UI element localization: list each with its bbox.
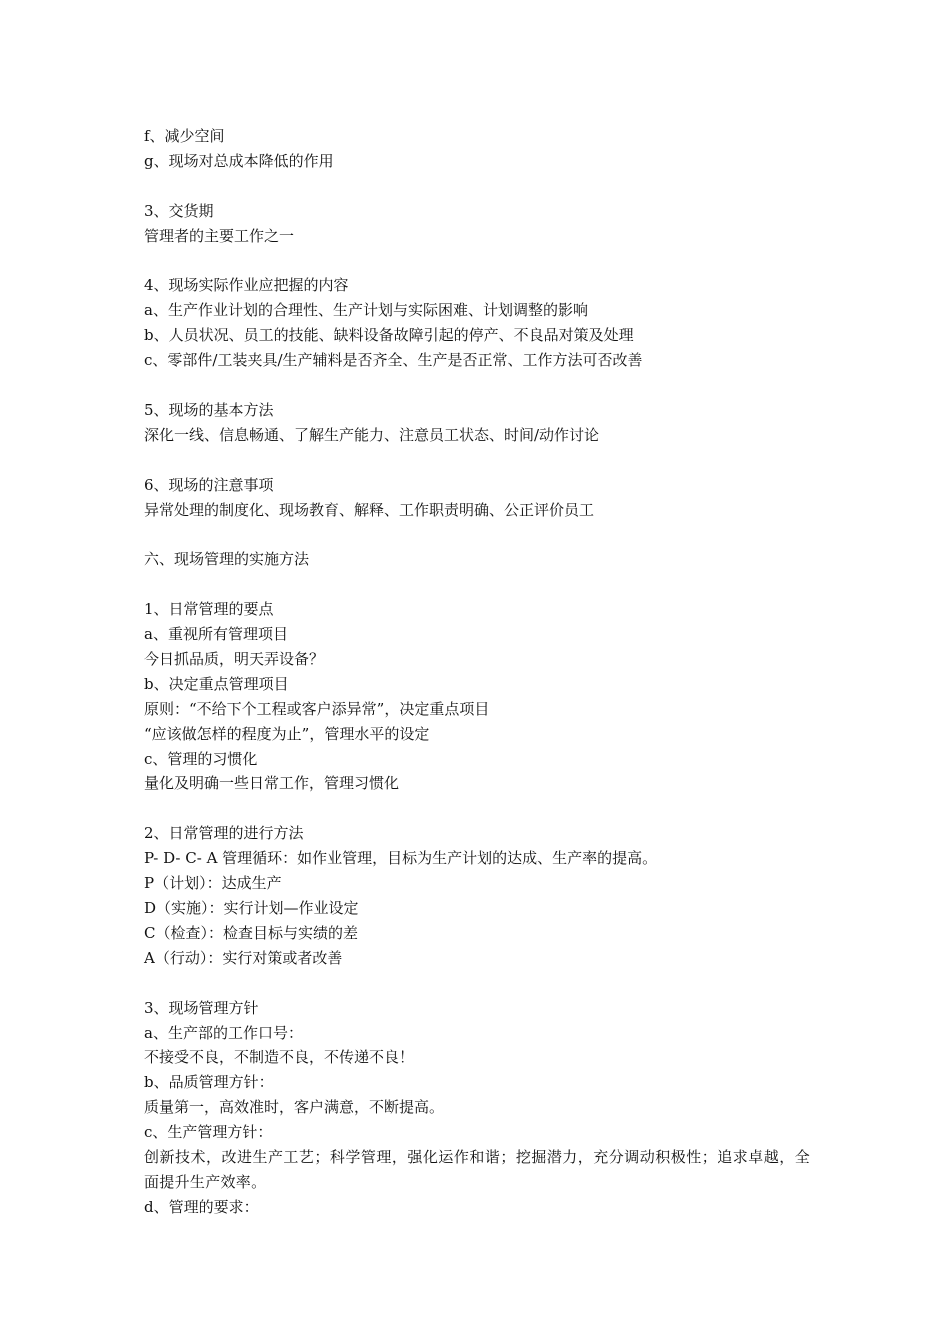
blank-line <box>144 796 810 821</box>
text-line: 深化一线、信息畅通、了解生产能力、注意员工状态、时间/动作讨论 <box>144 425 600 444</box>
section-heading: 3、现场管理方针 <box>144 998 259 1017</box>
text-line: 量化及明确一些日常工作，管理习惯化 <box>144 774 400 793</box>
text-line: P（计划）：达成生产 <box>144 874 282 893</box>
text-line: “应该做怎样的程度为止”，管理水平的设定 <box>144 724 430 743</box>
blank-line <box>144 522 810 547</box>
blank-line <box>144 373 810 398</box>
text-line: b、品质管理方针： <box>144 1073 274 1092</box>
section-heading: 2、日常管理的进行方法 <box>144 824 304 843</box>
text-line: 今日抓品质，明天弄设备？ <box>144 649 325 668</box>
blank-line <box>144 249 810 274</box>
text-line: C（检查）：检查目标与实绩的差 <box>144 923 358 942</box>
text-line: f、减少空间 <box>144 127 225 145</box>
document-body <box>144 124 810 1220</box>
text-line: a、生产作业计划的合理性、生产计划与实际困难、计划调整的影响 <box>144 301 588 320</box>
blank-line <box>144 174 810 199</box>
text-line: 质量第一，高效准时，客户满意，不断提高。 <box>144 1098 445 1117</box>
blank-line <box>144 572 810 597</box>
text-paragraph: 创新技术，改进生产工艺；科学管理，强化运作和谐；挖掘潜力，充分调动积极性；追求卓越，全面提升生产效率。 <box>144 1148 810 1191</box>
text-line: A（行动）：实行对策或者改善 <box>144 948 343 967</box>
text-line: c、零部件/工装夹具/生产辅料是否齐全、生产是否正常、工作方法可否改善 <box>144 351 643 370</box>
text-line: a、生产部的工作口号： <box>144 1023 303 1042</box>
text-line: 不接受不良，不制造不良，不传递不良！ <box>144 1048 415 1067</box>
blank-line <box>144 448 810 473</box>
text-line: a、重视所有管理项目 <box>144 625 288 644</box>
section-heading: 5、现场的基本方法 <box>144 400 274 419</box>
section-heading: 1、日常管理的要点 <box>144 600 274 619</box>
text-line: b、决定重点管理项目 <box>144 674 289 693</box>
text-line: g、现场对总成本降低的作用 <box>144 151 334 170</box>
text-line: b、人员状况、员工的技能、缺料设备故障引起的停产、不良品对策及处理 <box>144 326 634 345</box>
section-heading: 6、现场的注意事项 <box>144 475 274 494</box>
section-heading: 4、现场实际作业应把握的内容 <box>144 276 349 295</box>
text-line: 异常处理的制度化、现场教育、解释、工作职责明确、公正评价员工 <box>144 500 595 519</box>
text-line: c、管理的习惯化 <box>144 749 258 768</box>
chapter-heading: 六、现场管理的实施方法 <box>144 550 310 569</box>
blank-line <box>144 971 810 996</box>
section-heading: 3、交货期 <box>144 201 214 220</box>
text-line: P- D- C- A 管理循环：如作业管理，目标为生产计划的达成、生产率的提高。 <box>144 849 658 868</box>
text-line: D（实施）：实行计划—作业设定 <box>144 898 359 917</box>
text-line: d、管理的要求： <box>144 1197 259 1216</box>
text-line: c、生产管理方针： <box>144 1123 273 1142</box>
text-line: 原则：“不给下个工程或客户添异常”，决定重点项目 <box>144 699 490 718</box>
text-line: 管理者的主要工作之一 <box>144 226 295 245</box>
